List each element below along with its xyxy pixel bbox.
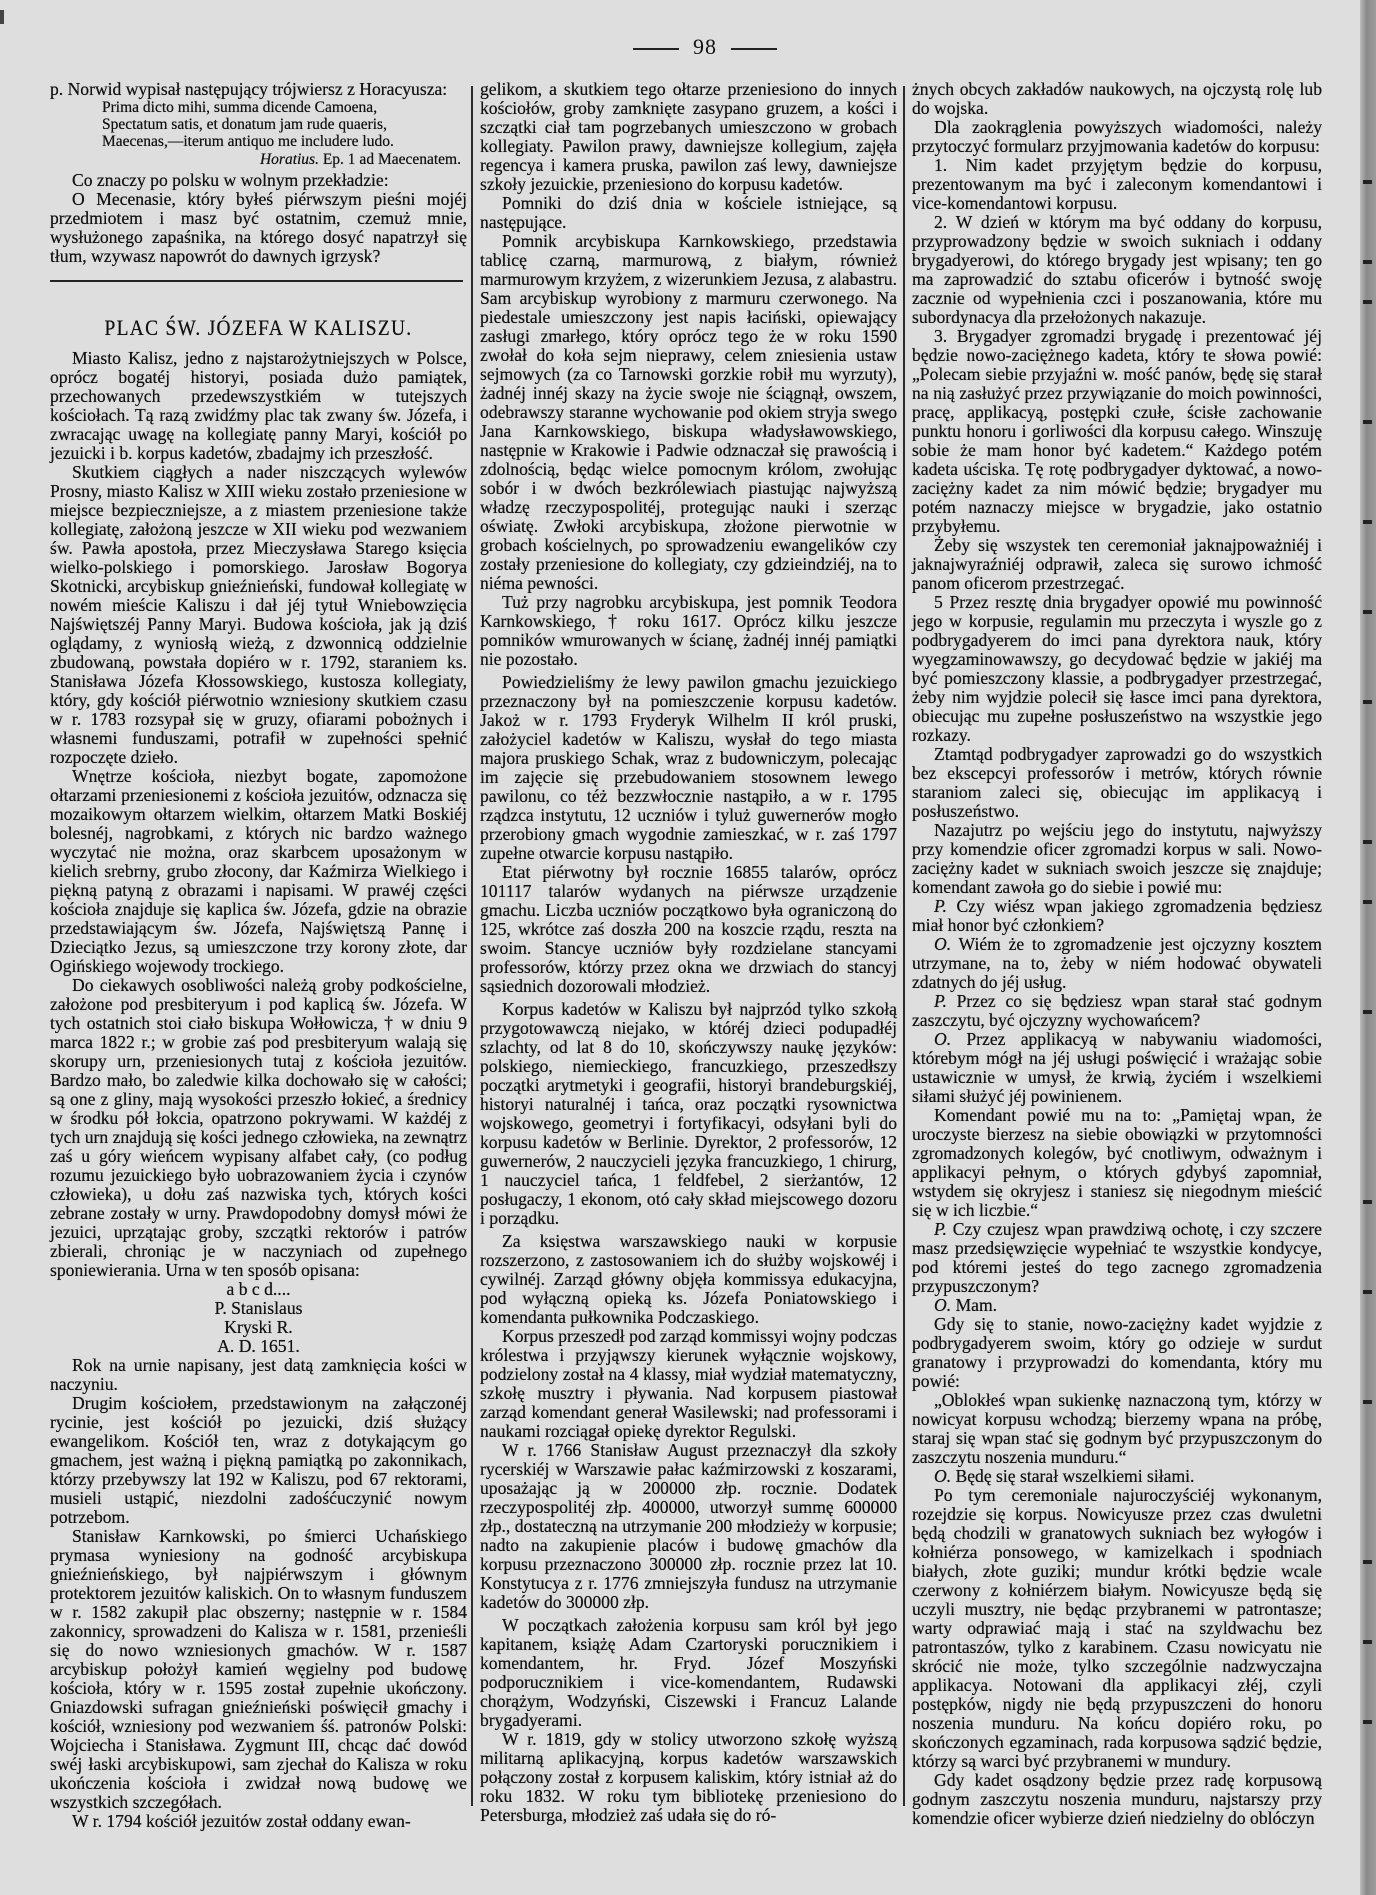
paragraph: W r. 1819, gdy w stolicy utworzono szkołę wyższą militarną aplikacyjną, korpus kadetów warszawskich połączony został z korpusem kaliskim, który istniał aż do roku 1832. W roku tym bibliotekę przeniesiono do Petersburga, młodzież zaś udała się do ró- <box>480 1729 897 1825</box>
paragraph: Do ciekawych osobliwości należą groby podkościelne, założone pod presbiteryum i pod kaplicą św. Józefa. W tych ostatnich stoi ciało biskupa Wołłowicza, † w dniu 9 marca 1822 r.; w grobie zaś pod presbiteryum walają się skorupy urn, przeniesionych tutaj z kościoła jezuitów. Bardzo mało, bo zaledwie kilka dochowało się w całości; są one z gliny, mają wysokości przeszło łokieć, a średnicy w środku pół łokcia, opatrzono pokrywami. W każdéj z tych urn znajdują się kości jednego człowieka, na zewnątrz zaś u góry wieńcem wypisany alfabet cały, (co podług rozumu jezuickiego było uobrazowaniem życia i czynów człowieka), u dołu zaś nazwiska tych, których kości zebrane zostały w urny. Prawdopodobny domysł mówi że jezuici, uprzątając groby, szczątki rektorów i patrów zbierali, chroniąc je w naczyniach od zupełnego sponiewierania. Urna w ten sposób opisana: <box>50 975 467 1280</box>
paragraph: Etat piérwotny był rocznie 16855 talarów, oprócz 101117 talarów wydanych na piérwsze urządzenie gmachu. Liczba uczniów początkowo była ograniczoną do 125, wkrótce zaś doszła 200 na koszcie rządu, reszta na swoim. Stancye uczniów były rozdzielane stancyami professorów, którzy przez okna we drzwiach do stancyj sąsiednich dozorowali młodzież. <box>480 862 897 996</box>
dialogue-line <box>912 897 1322 935</box>
column-2 <box>480 80 897 1825</box>
dialogue-speaker: O. <box>934 934 952 954</box>
column-divider-left <box>471 86 473 1806</box>
dialogue-line <box>912 935 1322 992</box>
paragraph: Wnętrze kościoła, niezbyt bogate, zapomożone ołtarzami przeniesionemi z kościoła jezuitów, odznacza się mozaikowym ołtarzem wielkim, ołtarzem Matki Boskiéj bolesnéj, nagrobkami, z których nic bardzo ważnego wyczytać nie można, oraz skarbcem uposażonym w kielich srebrny, grubo złocony, dar Kaźmirza Wielkiego i piękną patyną z obrazami i napisami. W prawéj części kościoła znajduje się kaplica św. Józefa, gdzie na obrazie przedstawiającym św. Józefa, Najświętszą Pannę i Dzieciątko Jezus, są umieszczone trzy korony złote, dar Ogińskiego wojewody trockiego. <box>50 766 467 976</box>
dialogue-text: Przez co się będziesz wpan starał stać godnym zaszczytu, być ojczyzny wychowańcem? <box>912 991 1322 1030</box>
paragraph: Skutkiem ciągłych a nader niszczących wylewów Prosny, miasto Kalisz w XIII wieku zostało przeniesione w miejsce bezpieczniejsze, a z miastem przeniesione także kollegiatę, założoną jeszcze w XII wieku pod wezwaniem św. Pawła apostoła, przez Mieczysława Starego księcia wielko-polskiego i pomorskiego. Jarosław Bogorya Skotnicki, arcybiskup gnieźnieński, fundował kollegiatę w nowém mieście Kaliszu i dał jéj tytuł Wniebowzięcia Najświętszéj Panny Maryi. Budowa kościoła, jak ją dziś oglądamy, z wyniosłą wieżą, z dzwonnicą oddzielnie zbudowaną, powstała dopiéro w r. 1792, staraniem ks. Stanisława Józefa Kłossowskiego, kustosza kollegiaty, który, gdy kościół piérwotnio wzniesiony skutkiem czasu w r. 1783 rozsypał się w gruzy, ofiarami pobożnych i własnemi funduszami, potrafił w zupełności spełnić rozpoczęte dzieło. <box>50 462 467 767</box>
attribution-author: Horatius. <box>259 151 319 168</box>
paragraph: żnych obcych zakładów naukowych, na ojczystą rolę lub do wojska. <box>912 79 1322 118</box>
paragraph: Nazajutrz po wejściu jego do instytutu, najwyższy przy komendzie oficer zgromadzi korpus w sali. Nowo-zaciężny kadet w sukniach swoich jeszcze się znajduje; komendant zawoła go do siebie i powié mu: <box>912 820 1322 897</box>
inscription-line: a b c d.... <box>226 1279 291 1299</box>
paragraph: Gdy kadet osądzony będzie przez radę korpusową godnym zaszczytu noszenia munduru, najstarszy przy komendzie oficer wybierze dzień niedzielny do oblóczyn <box>912 1770 1322 1828</box>
verse-line: Spectatum satis, et donatum jam rude quaeris, <box>102 116 387 133</box>
adjacent-page-edge <box>1360 0 1376 1895</box>
dialogue-line <box>912 1296 1322 1315</box>
article-heading: PLAC ŚW. JÓZEFA W KALISZU. <box>104 315 413 340</box>
paragraph: 5 Przez resztę dnia brygadyer opowié mu powinność jego w korpusie, regulamin mu przeczyta i wyszle go z podbrygadyerem do imci pana dyrektora nauk, który wyegzaminowawszy, go decydować będzie w jakiéj ma być pomieszczony klassie, a podbrygadyer przestrzegać, żeby nim wyjdzie polecił się łasce imci pana dyrektora, obiecując mu zupełne posłuszeństwo na wszystkie jego rozkazy. <box>912 592 1322 745</box>
dialogue-speaker: O. <box>934 1029 952 1049</box>
verse-line: Maecenas,—iterum antiquo me includere ludo. <box>102 133 394 150</box>
paragraph: Po tym ceremoniale najuroczyściéj wykonanym, rozejdzie się korpus. Nowicyusze przez czas dwuletni będą chodzili w granatowych sukniach bez wyłogów i kołniérza ponsowego, w kamizelkach i spodniach białych, złote guziki; mundur krótki będzie wcale czerwony z kołniérzem białym. Nowicyusze będą się uczyli musztry, nie będąc przybranemi w patrontasze; warty odprawiać mają i stać na szyldwachu bez patrontaszów, tylko z karabinem. Czasu nowicyatu nie skrócić nie może, tylko szczególnie nadzwyczajna applikacya. Notowani dla applikacyi złéj, czyli postępków, nigdy nie będą przypuszczeni do honoru noszenia munduru. Na końcu dopiéro roku, po skończonych egzaminach, rada korpusowa sądzić będzie, którzy są warci być przybranemi w mundury. <box>912 1485 1322 1771</box>
dialogue-speaker: P. <box>934 896 947 916</box>
paragraph: Miasto Kalisz, jedno z najstarożytniejszych w Polsce, oprócz bogatéj historyi, posiada dużo pamiątek, przechowanych przedewszystkiém w tutejszych kościołach. Tą razą zwidźmy plac tak zwany św. Józefa, i zwracając uwagę na kollegiatę panny Maryi, kościół po jezuicki i b. korpus kadetów, zbadajmy ich przeszłość. <box>50 348 467 463</box>
paragraph: Za księstwa warszawskiego nauki w korpusie rozszerzono, z zastosowaniem ich do służby wojskowéj i cywilnéj. Zarząd główny objęła kommissya edukacyjna, pod wyłączną opieką ks. Józefa Poniatowskiego i komendanta pułkownika Podczaskiego. <box>480 1231 897 1327</box>
paragraph: Tuż przy nagrobku arcybiskupa, jest pomnik Teodora Karnkowskiego, † roku 1617. Oprócz kilku jeszcze pomników wmurowanych w ścianę, żadnéj innéj pamiątki nie pozostało. <box>480 592 897 669</box>
page-number <box>590 34 820 60</box>
paragraph: Ztamtąd podbrygadyer zaprowadzi go do wszystkich bez ekscepcyi professorów i metrów, których równie staraniom zaleci się, obiecując im applikacyą i posłuszeństwo. <box>912 744 1322 821</box>
verse-line: Prima dicto mihi, summa dicende Camoena, <box>102 99 378 116</box>
paragraph: 1. Nim kadet przyjętym będzie do korpusu, prezentowanym ma być i zaleconym komendantowi i vice-komendantowi korpusu. <box>912 155 1322 213</box>
paragraph: W r. 1794 kościół jezuitów został oddany ewan- <box>72 1811 411 1831</box>
dialogue-text: Przez applikacyą w nabywaniu wiadomości, którebym mógł na jéj usługi poświęcić i wrażając sobie ustawicznie w umysł, że krwią, życiém i wszelkiemi siłami służyć jéj powinienem. <box>912 1029 1322 1106</box>
paragraph: Co znaczy po polsku w wolnym przekładzie: <box>72 170 389 190</box>
paragraph: Komendant powié mu na to: „Pamiętaj wpan, że uroczyste bierzesz na siebie obowiązki w przytomności zgromadzonych kolegów, być cnotliwym, odważnym i applikacyi pełnym, o których gdybyś zapomniał, wstydem się okryjesz i staniesz się niegodnym mieścić się w ich liczbie.“ <box>912 1105 1322 1220</box>
dialogue-speaker: O. <box>934 1466 952 1486</box>
paragraph: gelikom, a skutkiem tego ołtarze przeniesiono do innych kościołów, groby zamknięte zasypano gruzem, a kości i szczątki ciał tam pogrzebanych umieszczono w grobach kollegiaty. Pawilon prawy, dawniejsze kollegium, zajęła regencya i kamera pruska, pawilon zaś lewy, dawniejsze szkoły jezuickie, przeniesiono do korpusu kadetów. <box>480 79 897 194</box>
inscription-line: A. D. 1651. <box>217 1336 300 1356</box>
dash-left <box>633 48 679 50</box>
paragraph: „Oblokłeś wpan sukienkę naznaczoną tym, którzy w nowicyat korpusu wchodzą; bierzemy wpana na próbę, staraj się wpan stać się godnym być przypuszczonym do zaszczytu noszenia munduru.“ <box>912 1390 1322 1467</box>
dialogue-text: Będę się starał wszelkiemi siłami. <box>951 1466 1195 1486</box>
paragraph: Rok na urnie napisany, jest datą zamknięcia kości w naczyniu. <box>50 1355 467 1394</box>
paragraph: W r. 1766 Stanisław August przeznaczył dla szkoły rycerskiéj w Warszawie pałac kaźmirzowski z koszarami, uposażając ją w 200000 złp. rocznie. Dodatek rzeczypospolitéj złp. 400000, utworzył summę 600000 złp., dostateczną na utrzymanie 200 młodzieży w korpusie; nadto na zakupienie placów i budowę gmachów dla korpusu przeznaczono 300000 złp. rocznie przez lat 10. Konstytucya z r. 1776 zmniejszyła fundusz na utrzymanie kadetów do 300000 złp. <box>480 1440 897 1612</box>
dash-right <box>731 48 777 50</box>
dialogue-text: Wiém że to zgromadzenie jest ojczyzny kosztem utrzymane, na to, żeby w niém hodować obywateli zdatnych do jéj usług. <box>912 934 1322 992</box>
paragraph: Pomnik arcybiskupa Karnkowskiego, przedstawia tablicę czarną, marmurową, z białym, również marmurowym krzyżem, z wizerunkiem Jezusa, z alabastru. Sam arcybiskup wyrobiony z marmuru czerwonego. Na piedestale umieszczony jest napis łaciński, opiewający zasługi zmarłego, który oprócz tego że w roku 1590 zwołał do koła sejm nieprawy, celem zniesienia ustaw sejmowych (za co Tarnowski gorzkie robił mu wyrzuty), żadnéj innéj skazy na życie swoje nie ściągnął, owszem, odebrawszy staranne wychowanie pod okiem stryja swego Jana Karnkowskiego, biskupa władysławowskiego, następnie w Krakowie i Padwie odznaczał się prawością i zdolnością, będąc wielce pomocnym królom, zwołując sobór i w dwóch bezkrólewiach piastując najwyższą władzę rzeczypospolitéj, protegując nauki i szerząc oświatę. Zwłoki arcybiskupa, złożone pierwotnie w grobach kościelnych, po sprowadzeniu ewangelików czy zostały przeniesione do kollegiaty, czy gdzieindziéj, na to niéma pewności. <box>480 231 897 593</box>
dialogue-line <box>912 1030 1322 1106</box>
paragraph: Drugim kościołem, przedstawionym na załączonéj rycinie, jest kościół po jezuicki, dziś służący ewangelikom. Kościół ten, wraz z dotykającym go gmachem, jest ważną i piękną pamiątką po zakonnikach, którzy przebywszy lat 192 w Kaliszu, pod 67 rektorami, musieli ustąpić, niezdolni zadośćuczynić nowym potrzebom. <box>50 1393 467 1527</box>
verse-attribution <box>50 150 467 169</box>
paragraph: Korpus kadetów w Kaliszu był najprzód tylko szkołą przygotowawczą niejako, w któréj dzieci podupadłéj szlachty, od lat 8 do 10, skończywszy naukę języków: polskiego, niemieckiego, francuzkiego, przeszedłszy początki arytmetyki i geografii, historyi brandeburgskiéj, historyi naturalnéj i tańca, oraz początki rysownictwa wojskowego, geometryi i fortyfikacyi, odsyłani byli do korpusu kadetów w Berlinie. Dyrektor, 2 professorów, 12 guwernerów, 2 nauczycieli języka francuzkiego, 1 chirurg, 1 nauczyciel tańca, 1 feldfebel, 2 sierżantów, 12 posługaczy, 1 ekonom, otó cały skład miejscowego dozoru i porządku. <box>480 999 897 1228</box>
paragraph: Stanisław Karnkowski, po śmierci Uchańskiego prymasa wyniesiony na godność arcybiskupa gnieźnieńskiego, był najpiérwszym i głównym protektorem jezuitów kaliskich. On to własnym funduszem w r. 1582 zakupił plac obszerny; następnie w r. 1584 zakonnicy, sprowadzeni do Kalisza w r. 1581, przenieśli się do nowo wzniesionych gmachów. W r. 1587 arcybiskup położył kamień węgielny pod budowę kościoła, który w r. 1595 został zupełnie ukończony. Gniazdowski sufragan gnieźnieński poświęcił gmachy i kościół, wzniesiony pod wezwaniem śś. patronów Polski: Wojciecha i Stanisława. Zygmunt III, chcąc dać dowód swéj łaski arcybiskupowi, sam zjechał do Kalisza w roku ukończenia kościoła i zwidzał nową budowę we wszystkich szczegółach. <box>50 1526 467 1812</box>
paragraph: Gdy się to stanie, nowo-zaciężny kadet wyjdzie z podbrygadyerem swoim, który go odzieje w surdut granatowy i przyprowadzi do komendanta, który mu powié: <box>912 1314 1322 1391</box>
paragraph: Powiedzieliśmy że lewy pawilon gmachu jezuickiego przeznaczony był na pomieszczenie korpusu kadetów. Jakoż w r. 1793 Fryderyk Wilhelm II król pruski, założyciel kadetów w Kaliszu, wysłał do tego miasta majora pruskiego Schak, wraz z budowniczym, polecając im zajęcie się przebudowaniem stosownem lewego pawilonu, co téż bezzwłocznie nastąpiło, a w r. 1795 rządzca instytutu, 12 uczniów i tyluż guwernerów mogło przerobiony gmach wygodnie zamieszkać, w r. zaś 1797 zupełne otwarcie korpusu nastąpiło. <box>480 672 897 863</box>
paragraph: O Mecenasie, który byłeś piérwszym pieśni mojéj przedmiotem i masz być ostatnim, czemuż mnie, wysłużonego zapaśnika, na którego dosyć napatrzył się tłum, wzywasz napowrót do dawnych igrzysk? <box>50 189 467 266</box>
paragraph: p. Norwid wypisał następujący trójwiersz z Horacyusza: <box>50 79 448 99</box>
paragraph: Pomniki do dziś dnia w kościele istniejące, są następujące. <box>480 193 897 232</box>
dialogue-line <box>912 992 1322 1030</box>
paragraph: Korpus przeszedł pod zarząd kommissyi wojny podczas królestwa i przyjąwszy kierunek wyłącznie wojskowy, podzielony został na 4 klassy, miał wydział matematyczny, szkołę musztry i pływania. Nad korpusem piastował zarząd komendant generał Wasilewski; nad professorami i naukami rozciągał opiekę dyrektor Regulski. <box>480 1326 897 1441</box>
paragraph: W początkach założenia korpusu sam król był jego kapitanem, książę Adam Czartoryski porucznikiem i komendantem, hr. Fryd. Józef Moszyński podporucznikiem i vice-komendantem, Rudawski chorążym, Wodzyński, Ciszewski i Francuz Lalande brygadyerami. <box>480 1615 897 1730</box>
dialogue-speaker: O. <box>934 1295 952 1315</box>
dialogue-speaker: P. <box>934 1219 947 1239</box>
page-number-text: 98 <box>693 34 717 59</box>
paragraph: Żeby się wszystek ten ceremoniał jaknajpoważniéj i jaknajwyraźniéj odprawił, zaleca się surowo ichmość panom oficerom przestrzegać. <box>912 535 1322 593</box>
paragraph: Dla zaokrąglenia powyższych wiadomości, należy przytoczyć formularz przyjmowania kadetów do korpusu: <box>912 117 1322 156</box>
dialogue-text: Czy czujesz wpan prawdziwą ochotę, i czy szczere masz przedsięwzięcie wypełniać te wszystkie kondycye, pod któremi jesteś do tego zacnego zgromadzenia przypuszczonym? <box>912 1219 1322 1296</box>
column-1 <box>50 80 467 1831</box>
dialogue-text: Czy wiész wpan jakiego zgromadzenia będziesz miał honor być członkiem? <box>912 896 1322 935</box>
dialogue-line <box>912 1467 1322 1486</box>
scan-edge-mark <box>0 10 4 24</box>
dialogue-speaker: P. <box>934 991 947 1011</box>
paragraph: 3. Brygadyer zgromadzi brygadę i prezentować jéj będzie nowo-zaciężnego kadeta, który te słowa powié: „Polecam siebie przyjaźni w. mość panów, będę się starał na nią zasłużyć przez przywiązanie do moich powinności, pracę, applikacyą, postępki czułe, ścisłe zachowanie punktu honoru i gorliwości dla korpusu całego. Winszuję sobie że mam honor być kadetem.“ Każdego potém kadeta uściska. Tę rotę podbrygadyer dyktować, a nowo-zaciężny kadet za nim mówić będzie; brygadyer mu potém naznaczy miejsce w brygadzie, jako ostatnio przybyłemu. <box>912 326 1322 536</box>
attribution-source: Ep. 1 ad Maecenatem. <box>318 151 461 168</box>
dialogue-text: Mam. <box>951 1295 998 1315</box>
paragraph: 2. W dzień w którym ma być oddany do korpusu, przyprowadzony będzie w swoich sukniach i oddany brygadyerowi, do którego brygady jest wpisany; ten go ma zaprowadzić do sztabu oficerów i bytność swoję zacznie od wypełnienia czci i poszanowania, które mu subordynacya dla przełożonych nakazuje. <box>912 212 1322 327</box>
dialogue-line <box>912 1220 1322 1296</box>
inscription-line: Kryski R. <box>224 1317 293 1337</box>
inscription-line: P. Stanislaus <box>214 1298 303 1318</box>
section-divider <box>50 280 463 282</box>
column-3 <box>912 80 1322 1828</box>
column-divider-right <box>903 86 905 1806</box>
